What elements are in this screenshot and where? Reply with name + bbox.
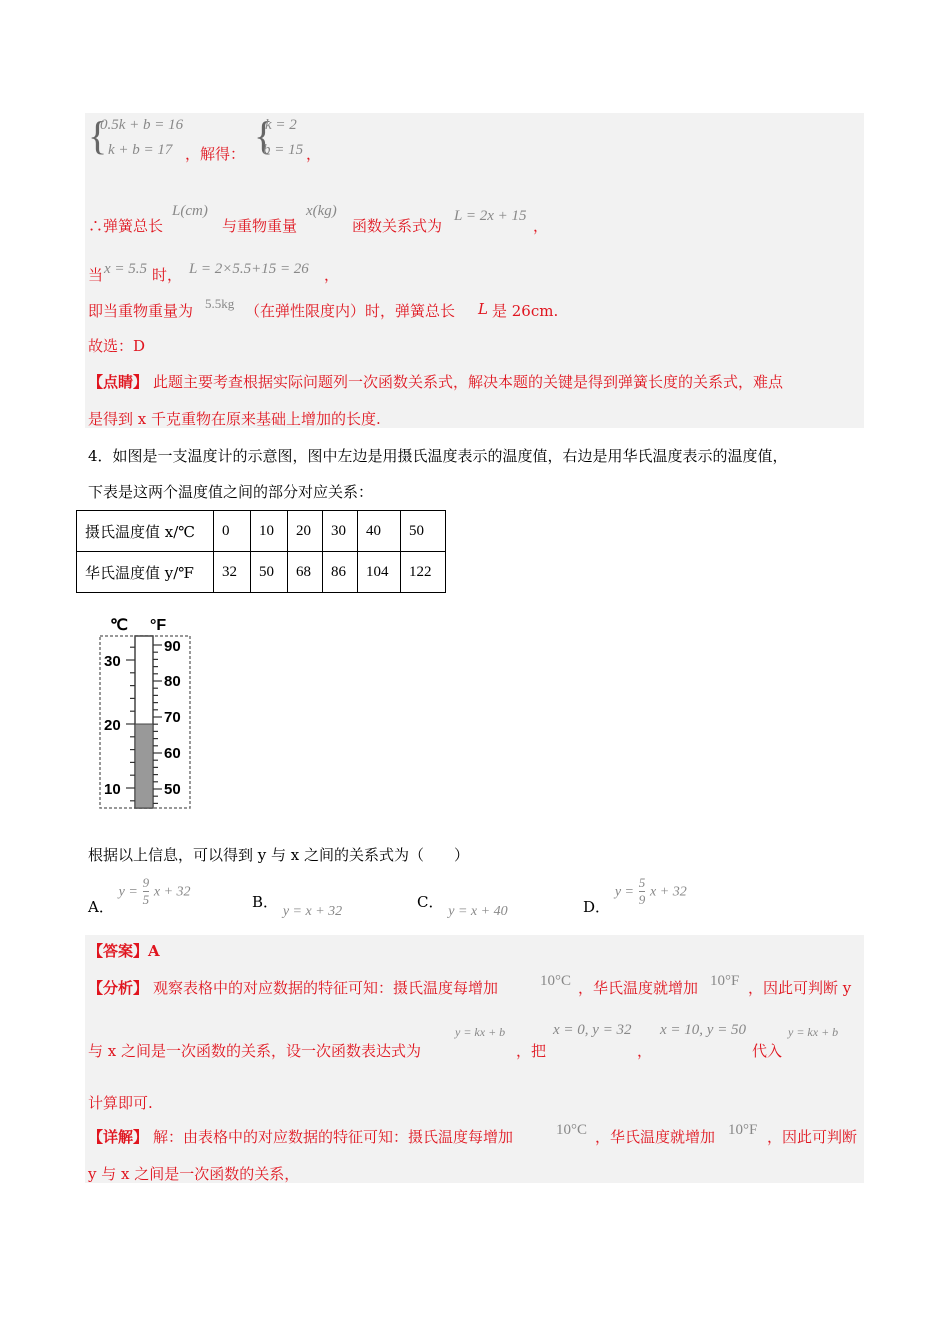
- table-cell: 40: [358, 511, 401, 552]
- option-d-label: D．: [583, 897, 611, 916]
- temperature-table: [76, 510, 446, 593]
- option-d-lhs: y =: [614, 884, 634, 900]
- table-cell: 104: [358, 552, 401, 593]
- option-a-label: A．: [88, 897, 114, 916]
- table-cell: 0: [214, 511, 251, 552]
- detail-tag: 【详解】: [88, 1128, 149, 1146]
- solution-end-comma: ，: [306, 145, 322, 163]
- system-equation-1: 0.5k + b = 16: [100, 117, 184, 133]
- table-row-header: 摄氏温度值 x/℃: [77, 511, 214, 552]
- solve-label: ，解得：: [185, 145, 246, 163]
- function-line-text-3: 函数关系式为: [352, 217, 443, 235]
- analysis-linear-form-2: y = kx + b: [788, 1025, 839, 1039]
- analysis-fahrenheit-step: 10°F: [710, 973, 740, 989]
- result-text-1: 即当重物重量为: [88, 302, 194, 320]
- dianjing-tag: 【点睛】: [88, 373, 149, 391]
- analysis-text-8: 计算即可.: [88, 1094, 153, 1112]
- when-x-value: x = 5.5: [104, 261, 148, 277]
- system-equation-2: k + b = 17: [108, 142, 173, 158]
- option-a-denominator: 5: [142, 892, 150, 907]
- table-row-fahrenheit: [77, 552, 446, 593]
- result-text-2: （在弹性限度内）时，弹簧总长: [245, 302, 456, 320]
- analysis-text-5: ，把: [516, 1042, 547, 1060]
- option-a-lhs: y =: [118, 884, 138, 900]
- fahrenheit-unit-label: °F: [150, 617, 167, 634]
- detail-text-3: ，因此可判断: [767, 1128, 858, 1146]
- result-text-3: 是 26cm.: [492, 302, 559, 320]
- function-var-x: x(kg): [306, 203, 337, 219]
- table-cell: 10: [251, 511, 288, 552]
- when-text-1: 当: [88, 266, 104, 284]
- detail-text-4: y 与 x 之间是一次函数的关系，: [88, 1165, 300, 1183]
- table-cell: 50: [251, 552, 288, 593]
- analysis-linear-form: y = kx + b: [455, 1025, 506, 1039]
- analysis-celsius-step: 10°C: [540, 973, 572, 989]
- when-text-3: ，: [324, 266, 340, 284]
- function-line-end: ，: [533, 217, 549, 235]
- fahrenheit-tick-label: 70: [164, 709, 181, 726]
- analysis-point-2: x = 10, y = 50: [660, 1022, 747, 1038]
- question-ask: 根据以上信息，可以得到 y 与 x 之间的关系式为（ ）: [88, 846, 470, 864]
- result-var-L: L: [478, 300, 488, 318]
- option-a-fraction: [143, 875, 150, 908]
- option-d-rhs: x + 32: [650, 884, 687, 900]
- option-a[interactable]: [88, 875, 191, 925]
- option-b-expression: y = x + 32: [282, 904, 343, 919]
- table-cell: 86: [323, 552, 358, 593]
- question-4-line-1: 4．如图是一支温度计的示意图，图中左边是用摄氏温度表示的温度值，右边是用华氏温度表示的温度值，: [88, 447, 788, 465]
- option-c-expression: y = x + 40: [448, 904, 508, 919]
- question-4-line-2: 下表是这两个温度值之间的部分对应关系：: [88, 483, 374, 501]
- option-d[interactable]: [583, 875, 687, 925]
- dianjing-text-1: 此题主要考查根据实际问题列一次函数关系式，解决本题的关键是得到弹簧长度的关系式，难点: [153, 373, 784, 391]
- result-weight: 5.5kg: [205, 296, 235, 311]
- answer-line: 【答案】A: [88, 942, 160, 960]
- option-a-rhs: x + 32: [153, 884, 191, 900]
- celsius-unit-label: ℃: [110, 617, 128, 634]
- function-line-text-2: 与重物重量: [222, 217, 298, 235]
- analysis-text-4: 与 x 之间是一次函数的关系，设一次函数表达式为: [88, 1042, 421, 1060]
- table-cell: 30: [323, 511, 358, 552]
- when-text-2: 时，: [152, 266, 183, 284]
- analysis-text-2: ，华氏温度就增加: [578, 979, 699, 997]
- choose-answer: 故选：D: [88, 337, 146, 355]
- thermometer-mercury: [135, 724, 153, 808]
- solution-brace: {: [254, 113, 274, 158]
- function-line-text-1: ∴弹簧总长: [88, 217, 164, 235]
- celsius-tick-label: 10: [104, 781, 121, 798]
- option-c[interactable]: [417, 875, 508, 925]
- option-c-label: C．: [417, 893, 444, 911]
- solution-b: b = 15: [263, 142, 304, 158]
- celsius-tick-label: 30: [104, 653, 121, 670]
- table-cell: 50: [401, 511, 446, 552]
- analysis-text-6: ，: [637, 1042, 653, 1060]
- function-expression: L = 2x + 15: [454, 208, 527, 224]
- option-b-label: B．: [252, 893, 279, 911]
- analysis-text-3: ，因此可判断 y: [748, 979, 852, 997]
- table-cell: 20: [288, 511, 323, 552]
- detail-celsius-step: 10°C: [556, 1122, 588, 1138]
- fahrenheit-tick-label: 80: [164, 673, 181, 690]
- fahrenheit-tick-label: 90: [164, 638, 181, 655]
- solution-k: k = 2: [265, 117, 297, 133]
- table-row-header: 华氏温度值 y/℉: [77, 552, 214, 593]
- table-row-celsius: [77, 511, 446, 552]
- option-d-numerator: 5: [638, 875, 646, 890]
- option-d-fraction: [639, 875, 646, 908]
- celsius-tick-label: 20: [104, 717, 121, 734]
- table-cell: 122: [401, 552, 446, 593]
- table-cell: 68: [288, 552, 323, 593]
- analysis-tag: 【分析】: [88, 979, 149, 997]
- fahrenheit-tick-label: 50: [164, 781, 181, 798]
- option-b[interactable]: [252, 875, 342, 925]
- analysis-text-7: 代入: [752, 1042, 783, 1060]
- analysis-text-1: 观察表格中的对应数据的特征可知：摄氏温度每增加: [153, 979, 499, 997]
- when-L-calc: L = 2×5.5+15 = 26: [189, 261, 309, 277]
- option-a-numerator: 9: [142, 875, 150, 890]
- system-brace-left: {: [88, 113, 108, 158]
- detail-fahrenheit-step: 10°F: [728, 1122, 758, 1138]
- function-var-L: L(cm): [172, 203, 208, 219]
- dianjing-text-2: 是得到 x 千克重物在原来基础上增加的长度.: [88, 410, 381, 428]
- table-cell: 32: [214, 552, 251, 593]
- option-d-denominator: 9: [638, 892, 646, 907]
- detail-text-1: 解：由表格中的对应数据的特征可知：摄氏温度每增加: [153, 1128, 514, 1146]
- analysis-point-1: x = 0, y = 32: [553, 1022, 632, 1038]
- thermometer-diagram: [96, 612, 216, 812]
- fahrenheit-tick-label: 60: [164, 745, 181, 762]
- detail-text-2: ，华氏温度就增加: [595, 1128, 716, 1146]
